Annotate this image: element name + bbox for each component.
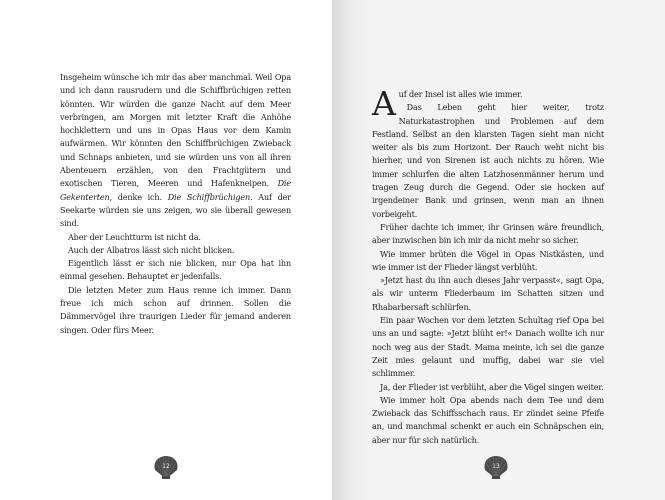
right-page-text bbox=[372, 84, 604, 447]
paragraph: Ein paar Wochen vor dem letzten Schultag rief Opa bei uns an und sagte: »Jetzt blüht er!« Danach wollte ich nur noch weg aus der Stadt. Mama meinte, ich sei die ganze Zeit mies gelaunt und muffig, dabei war sie viel schlimmer. bbox=[372, 315, 604, 379]
paragraph: Auf der Insel ist alles wie immer. bbox=[372, 84, 523, 123]
right-page bbox=[332, 0, 665, 500]
left-page-text bbox=[60, 71, 291, 337]
drop-cap: A bbox=[372, 84, 396, 123]
paragraph: Auch der Albatros lässt sich nicht blicken. bbox=[68, 244, 235, 255]
page-number-badge bbox=[481, 454, 511, 480]
paragraph: »Jetzt hast du ihn auch dieses Jahr verpasst«, sagt Opa, als wir unterm Fliederbaum im Schatten sitzen und Rhabarbersaft schlürfen. bbox=[372, 275, 604, 312]
paragraph: Eigentlich lässt er sich nie blicken, nur Opa hat ihn einmal gesehen. Behauptet er jedenfalls. bbox=[60, 258, 291, 282]
page-number: 13 bbox=[492, 463, 500, 470]
paragraph: Insgeheim wünsche ich mir das aber manchmal. Weil Opa und ich dann rausrudern und die Schiffbrüchigen retten könnten. Wir würden die ganze Nacht auf dem Meer verbringen, am Morgen mit letzter Kraft die Anhöhe hochklettern und uns in Opas Haus vor dem Kamin aufwärmen. Wir könnten den Schiffbrüchigen Zwieback und Schnaps anbieten, und sie würden uns von all ihren Abenteuern erzählen, von den Frachtgütern und exotischen Tieren, Meeren und Hafenkneipen. Die Gekenterten, denke ich. Die Schiffbrüchigen. Auf der Seekarte würden sie uns zeigen, wo sie überall gewesen sind. bbox=[60, 72, 292, 229]
paragraph: Die letzten Meter zum Haus renne ich immer. Dann freue ich mich schon auf drinnen. Sollen die Dämmervögel ihre traurigen Lieder für jemand anderen singen. Oder fürs Meer. bbox=[60, 284, 291, 335]
paragraph: Wie immer brüten die Vögel in Opas Nistkästen, und wie immer ist der Flieder längst verblüht. bbox=[372, 248, 604, 272]
paragraph: Wie immer holt Opa abends nach dem Tee und dem Zwieback das Schiffsschach raus. Er zündet seine Pfeife an, und manchmal schenkt er auch ein Schnäpschen ein, aber nur für sich natürlich. bbox=[372, 394, 604, 445]
paragraph: Das Leben geht hier weiter, trotz Naturkatastrophen und Problemen auf dem Festland. Selbst an den klarsten Tagen sieht man nicht weiter als bis zum Horizont. Der Rauch weht nicht bis hierher, und von Sirenen ist auch nichts zu hören. Wie immer schlurfen die alten Latzhosenmänner herum und tragen Zeug durch die Gegend. Oder sie hocken auf irgendeiner Bank und grinsen, wenn man an ihnen vorbeigeht. bbox=[372, 102, 604, 219]
left-page bbox=[0, 0, 332, 500]
page-number-badge bbox=[151, 454, 181, 480]
paragraph: Früher dachte ich immer, ihr Grinsen wäre freundlich, aber inzwischen bin ich mir da nicht mehr so sicher. bbox=[372, 221, 604, 246]
paragraph: Ja, der Flieder ist verblüht, aber die Vögel singen weiter. bbox=[380, 381, 604, 392]
paragraph: Aber der Leuchtturm ist nicht da. bbox=[68, 231, 201, 242]
page-number: 12 bbox=[162, 463, 170, 470]
